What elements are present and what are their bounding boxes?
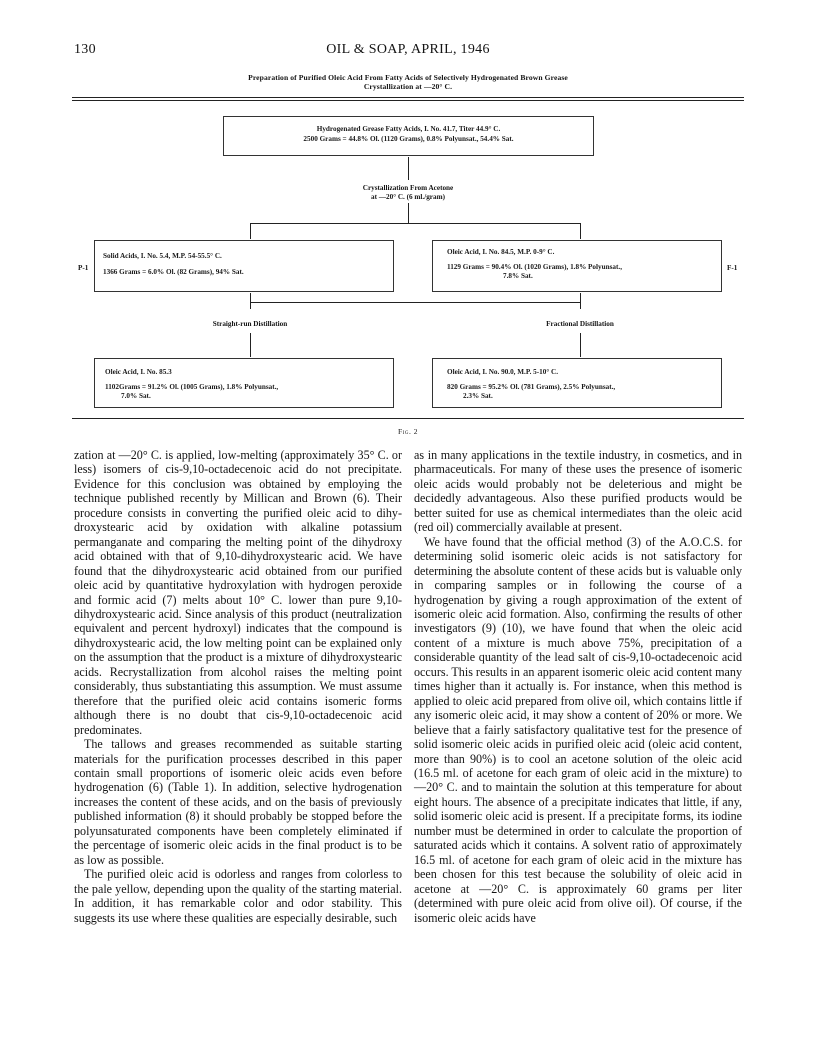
crystallization-line-2: at —20° C. (6 ml./gram) xyxy=(371,193,445,201)
figure-bottom-rule xyxy=(72,418,744,419)
left-paragraph-1: zation at —20° C. is applied, low-melting (approximately 35° C. or less) isomers of cis-9,10-octadecenoic acid do not precipitate. Evidence for this conclusion was obtained by employing the technique published recently by Millican and Brown (6). Their procedure consists in converting the purified oleic acid to dihydroxystearic acid by oxidation with alkaline potassium permanganate and comparing the melting point of the dihydroxy acid obtained with that of 9,10-dihydroxystearic acid. We have found that the dihydroxystearic acid obtained from our purified oleic acid by quantitative hydroxylation with hydrogen peroxide and formic acid (7) melts about 10° C. lower than pure 9,10-dihydroxystearic acid. Since analysis of this product (neutralization equivalent and percent hydroxyl) indicates that the compound is dihydroxystearic acid, the low melting point can be explained only on the assumption that the product is a mixture of dihydroxystearic acids. Recrystallization from alcohol raises the melting point considerably, thus substantiating this assumption. We must assume therefore that the purified oleic acid contains isomeric forms although there is no doubt that cis-9,10-octadecenoic acid predominates. xyxy=(74,448,402,737)
source-material-line-2: 2500 Grams = 44.8% Ol. (1120 Grams), 0.8% Polyunsat., 54.4% Sat. xyxy=(303,135,514,143)
connector-left-bottom xyxy=(250,333,251,357)
right-paragraph-2: We have found that the official method (3) of the A.O.C.S. for determining solid isomeric oleic acids is not satisfactory for determining the absolute content of these acids but is valuable only in comparing samples or in following the course of a hydrogenation by giving a rough approximation of the extent of isomeric oleic acid formation. Also, confirming the results of other investigators (9) (10), we have found that when the oleic acid content of a mixture is much above 75%, precipitation of a considerable quantity of the lead salt of cis-9,10-octadecenoic acid occurs. This results in an apparent isomeric oleic acid content many times higher than it actually is. For instance, when this method is applied to oleic acid prepared from olive oil, which contains little if any isomeric oleic acid, it may show a content of 20% or more. We believe that a fairly satisfactory qualitative test for the presence of solid isomeric oleic acids in purified oleic acid (oleic acid content, more than 90%) is to cool an acetone solution of the oleic acid (16.5 ml. of acetone for each gram of oleic acid in the mixture) to —20° C. and to maintain the solution at this temperature for about eight hours. The absence of a precipitate indicates that little, if any, solid isomeric oleic acid is present. If a precipitate forms, its iodine number must be determined in order to calculate the proportion of saturated acids which it contains. A solvent ratio of approximately 16.5 ml. of acetone for each gram of oleic acid in the mixture has been chosen for this test because the solubility of oleic acid in acetone at —20° C. is approximately 60 grams per liter (determined with pure oleic acid from olive oil). Of course, if the isomeric oleic acids have xyxy=(414,534,742,925)
connector-split-right xyxy=(580,223,581,239)
fractional-line-3: 2.3% Sat. xyxy=(463,392,493,400)
crystallization-line-1: Crystallization From Acetone xyxy=(362,184,454,192)
connector-mid-bar xyxy=(250,302,580,303)
fractional-line-1: Oleic Acid, I. No. 90.0, M.P. 5-10° C. xyxy=(447,368,559,376)
connector-left-down xyxy=(250,293,251,309)
figure-top-rule xyxy=(72,97,744,98)
right-text-column xyxy=(414,448,742,925)
solid-acids-box xyxy=(94,240,394,292)
left-paragraph-3: The purified oleic acid is odorless and ranges from colorless to the pale yellow, depending upon the quality of the starting material. In addition, it has remarkable color and odor stability. This suggests its use where these qualities are especially desirable, such xyxy=(74,867,402,925)
right-paragraph-1: as in many applications in the textile industry, in cosmetics, and in pharmaceuticals. For many of these uses the presence of isomeric oleic acids would probably not be deleterious and might be decidedly advantageous. Also these purified products would be better suited for use as chemical intermediates than the oleic acid (red oil) commercially available at present. xyxy=(414,448,742,535)
connector-split-bar xyxy=(250,223,580,224)
figure-title-line-1: Preparation of Purified Oleic Acid From Fatty Acids of Selectively Hydrogenated Brown Grease xyxy=(248,73,568,82)
right-box-tag: F-1 xyxy=(727,264,738,272)
fractional-line-2: 820 Grams = 95.2% Ol. (781 Grams), 2.5% Polyunsat., xyxy=(447,383,616,391)
oleic-acid-line-1: Oleic Acid, I. No. 84.5, M.P. 0-9° C. xyxy=(447,248,555,256)
straight-run-line-1: Oleic Acid, I. No. 85.3 xyxy=(105,368,172,376)
connector-split-stem xyxy=(408,203,409,223)
fractional-distillation-label: Fractional Distillation xyxy=(546,320,614,328)
oleic-acid-line-3: 7.8% Sat. xyxy=(503,272,533,280)
figure-caption: Fig. 2 xyxy=(398,427,418,436)
straight-run-product-box xyxy=(94,358,394,408)
left-text-column xyxy=(74,448,402,925)
left-box-tag: P-1 xyxy=(78,264,89,272)
crystallization-step xyxy=(300,184,516,202)
solid-acids-line-1: Solid Acids, I. No. 5.4, M.P. 54-55.5° C. xyxy=(103,252,222,260)
solid-acids-line-2: 1366 Grams = 6.0% Ol. (82 Grams), 94% Sat. xyxy=(103,268,244,276)
journal-header: OIL & SOAP, APRIL, 1946 xyxy=(326,42,490,57)
connector-right-bottom xyxy=(580,333,581,357)
oleic-acid-line-2: 1129 Grams = 90.4% Ol. (1020 Grams), 1.8% Polyunsat., xyxy=(447,263,622,271)
figure-top-rule-inner xyxy=(72,100,744,101)
connector-top xyxy=(408,157,409,180)
oleic-acid-box xyxy=(432,240,722,292)
straight-run-line-3: 7.0% Sat. xyxy=(121,392,151,400)
figure-title-line-2: Crystallization at —20° C. xyxy=(363,82,453,91)
connector-split-left xyxy=(250,223,251,239)
source-material-line-1: Hydrogenated Grease Fatty Acids, I. No. 41.7, Titer 44.9° C. xyxy=(316,125,501,133)
straight-run-line-2: 1102Grams = 91.2% Ol. (1005 Grams), 1.8% Polyunsat., xyxy=(105,383,279,391)
connector-right-down xyxy=(580,293,581,309)
straight-run-distillation-label: Straight-run Distillation xyxy=(212,320,288,328)
left-paragraph-2: The tallows and greases recommended as suitable starting materials for the purification processes described in this paper contain small proportions of isomeric oleic acids even before hydrogenation (6) (Table 1). In addition, selective hydrogenation increases the content of these acids, and on the basis of previously published information (8) it should probably be stopped before the polyunsaturated components have been completely eliminated if the percentage of isomeric oleic acids in the final product is to be as low as possible. xyxy=(74,737,402,867)
page-number: 130 xyxy=(74,42,96,57)
fractional-product-box xyxy=(432,358,722,408)
figure-title xyxy=(150,73,666,91)
source-material-box xyxy=(223,116,594,156)
